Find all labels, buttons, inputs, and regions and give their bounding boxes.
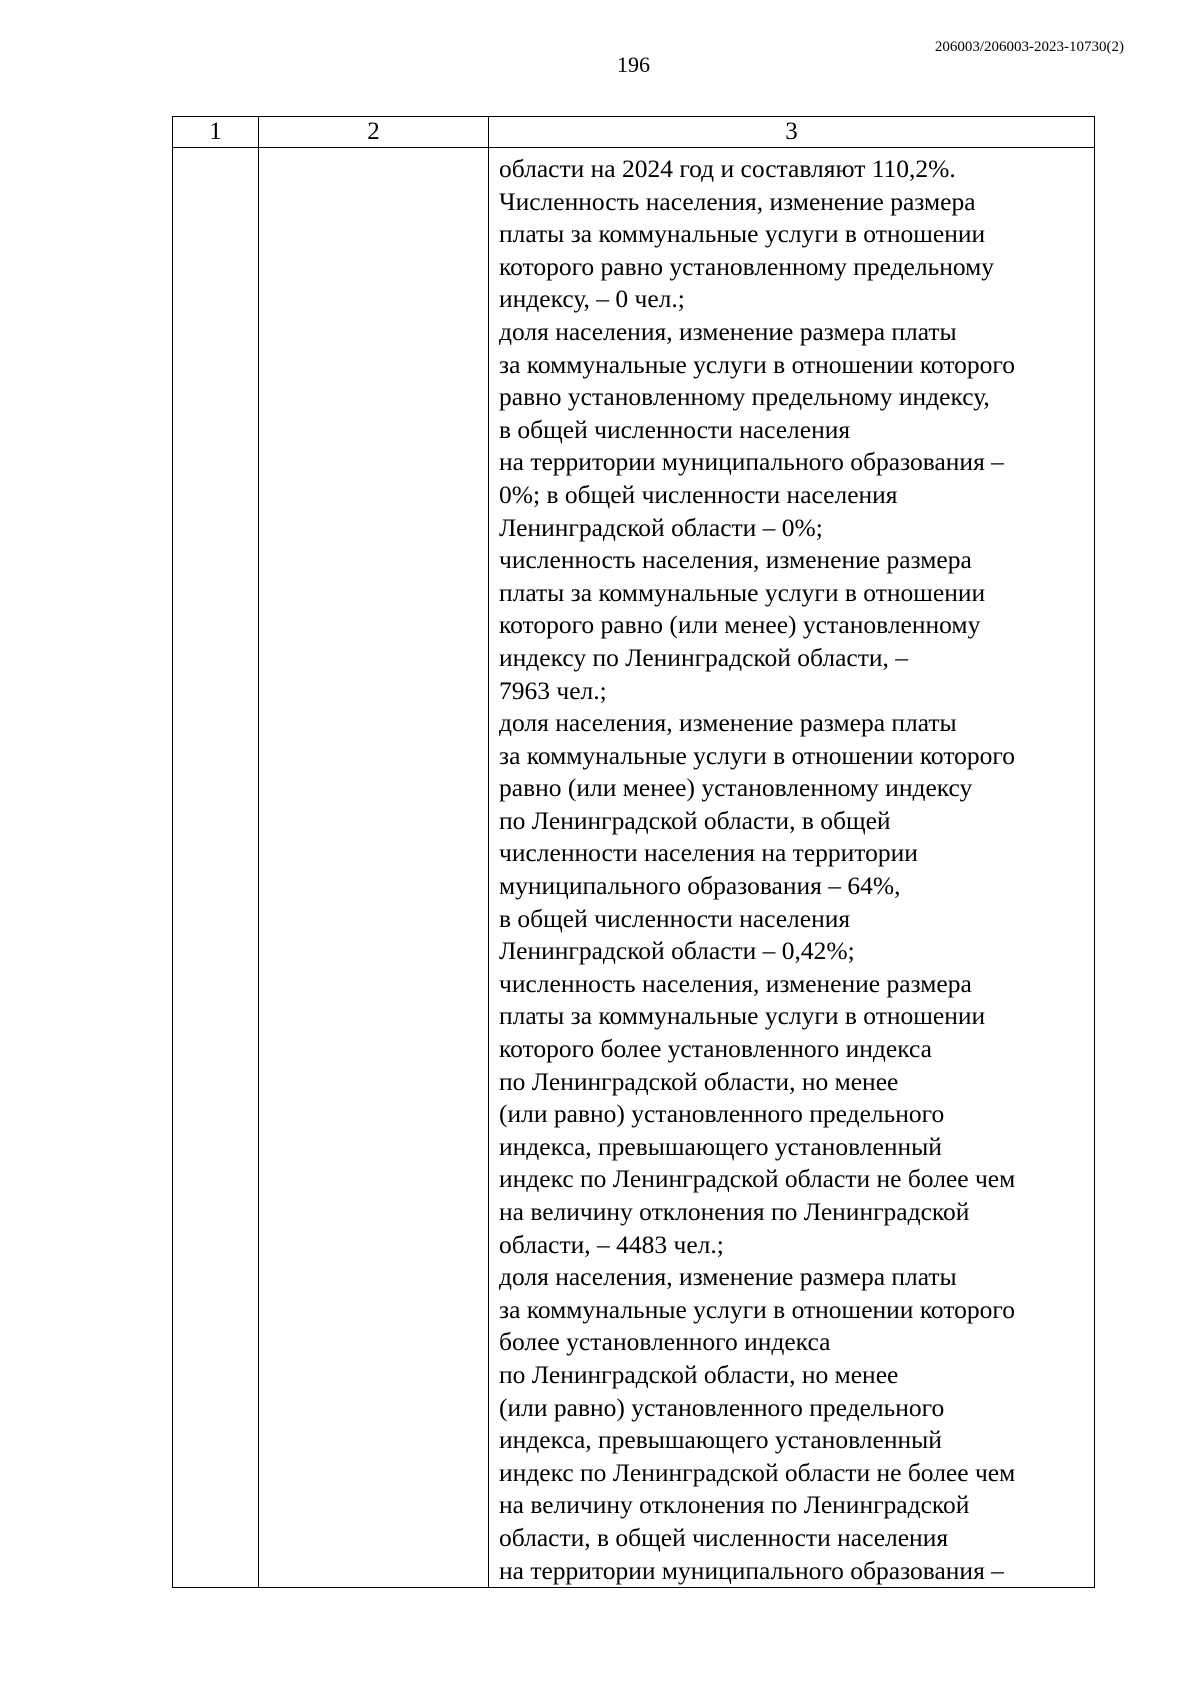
text-line: численность населения, изменение размера bbox=[499, 545, 972, 575]
text-line: доля населения, изменение размера платы bbox=[499, 708, 957, 738]
cell-text-block bbox=[489, 148, 1094, 1587]
text-line: за коммунальные услуги в отношении которого bbox=[499, 349, 1015, 379]
text-line: за коммунальные услуги в отношении которого bbox=[499, 740, 1015, 770]
column-header-1: 1 bbox=[173, 117, 259, 148]
text-line: платы за коммунальные услуги в отношении bbox=[499, 219, 986, 249]
table-header-row bbox=[173, 117, 1095, 148]
text-line: которого равно (или менее) установленному bbox=[499, 610, 981, 640]
text-line: на территории муниципального образования – bbox=[499, 447, 1004, 477]
text-line: области на 2024 год и составляют 110,2%. bbox=[499, 154, 956, 183]
text-line: муниципального образования – 64%, bbox=[499, 871, 901, 901]
text-line: равно (или менее) установленному индексу bbox=[499, 773, 973, 803]
document-id: 206003/206003-2023-10730(2) bbox=[934, 39, 1124, 55]
text-line: на территории муниципального образования – bbox=[499, 1555, 1004, 1585]
table-cell-col2 bbox=[259, 148, 489, 1588]
text-line: доля населения, изменение размера платы bbox=[499, 1262, 957, 1292]
table-cell-col3 bbox=[489, 148, 1095, 1588]
text-line: 7963 чел.; bbox=[499, 675, 607, 705]
text-line: индекс по Ленинградской области не более чем bbox=[499, 1164, 1016, 1194]
text-line: области, в общей численности населения bbox=[499, 1522, 949, 1552]
text-line: в общей численности населения bbox=[499, 414, 851, 444]
text-line: численность населения, изменение размера bbox=[499, 968, 972, 998]
text-line: индекса, превышающего установленный bbox=[499, 1131, 942, 1161]
text-line: по Ленинградской области, но менее bbox=[499, 1066, 899, 1096]
text-line: (или равно) установленного предельного bbox=[499, 1392, 945, 1422]
text-line: платы за коммунальные услуги в отношении bbox=[499, 577, 986, 607]
text-line: за коммунальные услуги в отношении которого bbox=[499, 1294, 1015, 1324]
text-line: на величину отклонения по Ленинградской bbox=[499, 1197, 970, 1226]
text-line: более установленного индекса bbox=[499, 1327, 831, 1357]
table-cell-col1 bbox=[173, 148, 259, 1588]
text-line: численности населения на территории bbox=[499, 838, 918, 868]
text-line: 0%; в общей численности населения bbox=[499, 479, 898, 509]
text-line: области, – 4483 чел.; bbox=[499, 1229, 724, 1259]
text-line: Ленинградской области – 0%; bbox=[499, 512, 823, 542]
text-line: в общей численности населения bbox=[499, 903, 851, 933]
data-table bbox=[172, 116, 1095, 1588]
text-line: индексу, – 0 чел.; bbox=[499, 284, 685, 314]
text-line: равно установленному предельному индексу, bbox=[499, 382, 990, 412]
text-line: индекса, превышающего установленный bbox=[499, 1425, 942, 1455]
text-line: по Ленинградской области, но менее bbox=[499, 1359, 899, 1389]
text-line: платы за коммунальные услуги в отношении bbox=[499, 1001, 986, 1031]
text-line: (или равно) установленного предельного bbox=[499, 1099, 945, 1129]
text-line: которого равно установленному предельному bbox=[499, 251, 995, 281]
text-line: доля населения, изменение размера платы bbox=[499, 316, 957, 346]
text-line: Ленинградской области – 0,42%; bbox=[499, 936, 855, 966]
column-header-3: 3 bbox=[489, 117, 1095, 148]
column-header-2: 2 bbox=[259, 117, 489, 148]
text-line: Численность населения, изменение размера bbox=[499, 186, 976, 216]
text-line: индекс по Ленинградской области не более чем bbox=[499, 1457, 1016, 1487]
text-line: индексу по Ленинградской области, – bbox=[499, 642, 909, 672]
page-number: 196 bbox=[617, 52, 650, 77]
text-line: которого более установленного индекса bbox=[499, 1034, 932, 1064]
table-row bbox=[173, 148, 1095, 1588]
text-line: на величину отклонения по Ленинградской bbox=[499, 1490, 970, 1520]
text-line: по Ленинградской области, в общей bbox=[499, 805, 891, 835]
